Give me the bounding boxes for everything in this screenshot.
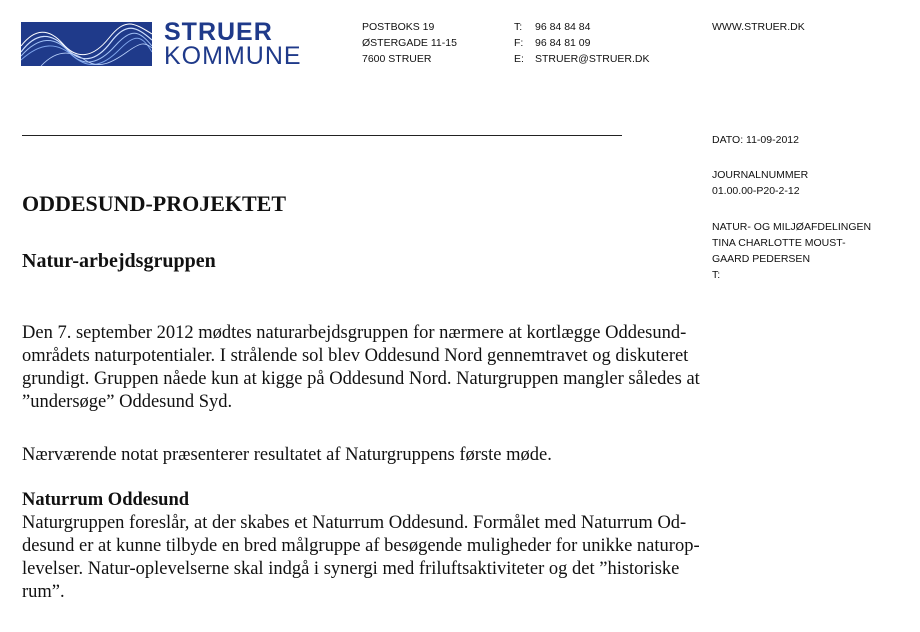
fax-line: F: 96 84 81 09 — [514, 37, 591, 49]
document-subtitle: Natur-arbejdsgruppen — [22, 250, 216, 272]
horizontal-divider — [22, 135, 622, 136]
contact-person-line: TINA CHARLOTTE MOUST- — [712, 237, 846, 249]
postal-address — [362, 19, 457, 67]
fax-value: 96 84 81 09 — [535, 37, 591, 49]
paragraph-intro — [22, 322, 700, 414]
logo-text-kommune: KOMMUNE — [164, 42, 302, 70]
address-line: 7600 STRUER — [362, 53, 432, 65]
text-line: områdets naturpotentialer. I strålende sol blev Oddesund Nord gennemtravet og diskuteret — [22, 346, 689, 366]
telephone-value: 96 84 84 84 — [535, 21, 591, 33]
text-line: levelser. Natur-oplevelserne skal indgå i synergi med friluftsaktiviteter og det ”historiske — [22, 559, 680, 579]
section-heading: Naturrum Oddesund — [22, 490, 190, 510]
text-line: rum”. — [22, 582, 65, 602]
paragraph-summary: Nærværende notat præsenterer resultatet af Naturgruppens første møde. — [22, 445, 552, 465]
paragraph-naturrum — [22, 512, 700, 604]
text-line: desund er at kunne tilbyde en bred målgruppe af besøgende muligheder for unikke naturop- — [22, 536, 700, 556]
logo-wave-graphic — [21, 22, 152, 66]
website: WWW.STRUER.DK — [712, 21, 805, 33]
address-line: ØSTERGADE 11-15 — [362, 37, 457, 49]
email-value: STRUER@STRUER.DK — [535, 53, 650, 65]
document-date: DATO: 11-09-2012 — [712, 134, 799, 146]
department-info — [712, 219, 871, 283]
email-line: E: STRUER@STRUER.DK — [514, 53, 650, 65]
wave-icon — [21, 22, 152, 66]
journal-info — [712, 167, 808, 199]
document-title: ODDESUND-PROJEKTET — [22, 191, 287, 216]
journal-number: 01.00.00-P20-2-12 — [712, 185, 800, 197]
telephone-line: T: 96 84 84 84 — [514, 21, 591, 33]
contact-numbers — [514, 19, 650, 67]
text-line: Den 7. september 2012 mødtes naturarbejdsgruppen for nærmere at kortlægge Oddesund- — [22, 323, 687, 343]
department-name: NATUR- OG MILJØAFDELINGEN — [712, 221, 872, 233]
text-line: ”undersøge” Oddesund Syd. — [22, 392, 233, 412]
journal-label: JOURNALNUMMER — [712, 169, 809, 181]
address-line: POSTBOKS 19 — [362, 21, 435, 33]
contact-person-line: GAARD PEDERSEN — [712, 253, 811, 265]
text-line: Naturgruppen foreslår, at der skabes et Naturrum Oddesund. Formålet med Naturrum Od- — [22, 513, 687, 533]
text-line: grundigt. Gruppen nåede kun at kigge på Oddesund Nord. Naturgruppen mangler således at — [22, 369, 700, 389]
logo-text-struer: STRUER — [164, 18, 273, 46]
contact-phone-label: T: — [712, 269, 721, 281]
